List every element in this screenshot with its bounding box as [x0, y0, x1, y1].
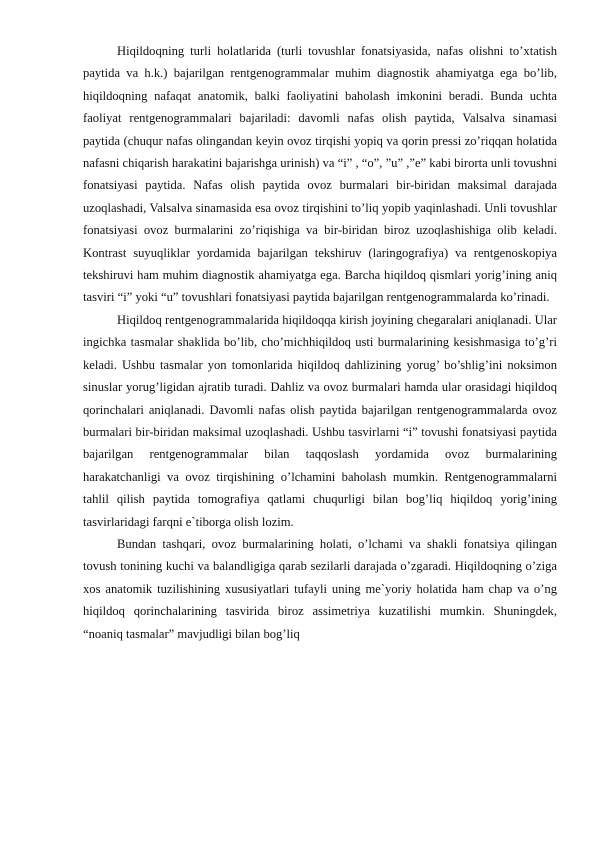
paragraph-1: Hiqildoqning turli holatlarida (turli tovushlar fonatsiyasida, nafas olishni to’xtatish paytida va h.k.) bajarilgan rentgenogrammalar muhim diagnostik ahamiyatga ega bo’lib, hiqildoqning nafaqat anatomik, balki faoliyatini baholash imkonini beradi. Bunda uchta faoliyat rentgenogrammalari bajariladi: davomli nafas olish paytida, Valsalva sinamasi paytida (chuqur nafas olingandan keyin ovoz tirqishi yopiq va qorin pressi zo’riqqan holatida nafasni chiqarish harakatini bajarishga urinish) va “i” , “o”, ”u” ,”e” kabi birorta unli tovushni fonatsiyasi paytida. Nafas olish paytida ovoz burmalari bir-biridan maksimal darajada uzoqlashadi, Valsalva sinamasida esa ovoz tirqishini to’liq yopib yaqinlashadi. Unli tovushlar fonatsiyasi ovoz burmalarini zo’riqishiga va bir-biridan biroz uzoqlashishiga olib keladi. Kontrast suyuqliklar yordamida bajarilgan tekshiruv (laringografiya) va rentgenoskopiya tekshiruvi ham muhim diagnostik ahamiyatga ega. Barcha hiqildoq qismlari yorig’ining aniq tasviri “i” yoki “u” tovushlari fonatsiyasi paytida bajarilgan rentgenogrammalarda ko’rinadi. — [83, 44, 557, 305]
paragraph-3: Bundan tashqari, ovoz burmalarining holati, o’lchami va shakli fonatsiya qilingan tovush tonining kuchi va balandligiga qarab sezilarli darajada o’zgaradi. Hiqildoqning o’ziga xos anatomik tuzilishining xususiyatlari tufayli uning me`yoriy holatida ham chap va o’ng hiqildoq qorinchalarining tasvirida biroz assimetriya kuzatilishi mumkin. Shuningdek, “noaniq tasmalar” mavjudligi bilan bog’liq — [83, 536, 557, 641]
document-page — [83, 40, 557, 645]
paragraph-2: Hiqildoq rentgenogrammalarida hiqildoqqa kirish joyining chegaralari aniqlanadi. Ular ingichka tasmalar shaklida bo’lib, cho’michhiqildoq usti burmalarining kesishmasiga to’g’ri keladi. Ushbu tasmalar yon tomonlarida hiqildoq dahlizining yorug’ bo’shlig’ini noksimon sinuslar yorug’ligidan ajratib turadi. Dahliz va ovoz burmalari hamda ular orasidagi hiqildoq qorinchalari aniqlanadi. Davomli nafas olish paytida bajarilgan rentgenogrammalarda ovoz burmalari bir-biridan maksimal uzoqlashadi. Ushbu tasvirlarni “i” tovushi fonatsiyasi paytida bajarilgan rentgenogrammalar bilan taqqoslash yordamida ovoz burmalarining harakatchanligi va ovoz tirqishining o’lchamini baholash mumkin. Rentgenogrammalarni tahlil qilish paytida tomografiya qatlami chuqurligi bilan bog’liq hiqildoq yorig’ining tasvirlaridagi farqni e`tiborga olish lozim. — [83, 312, 557, 529]
